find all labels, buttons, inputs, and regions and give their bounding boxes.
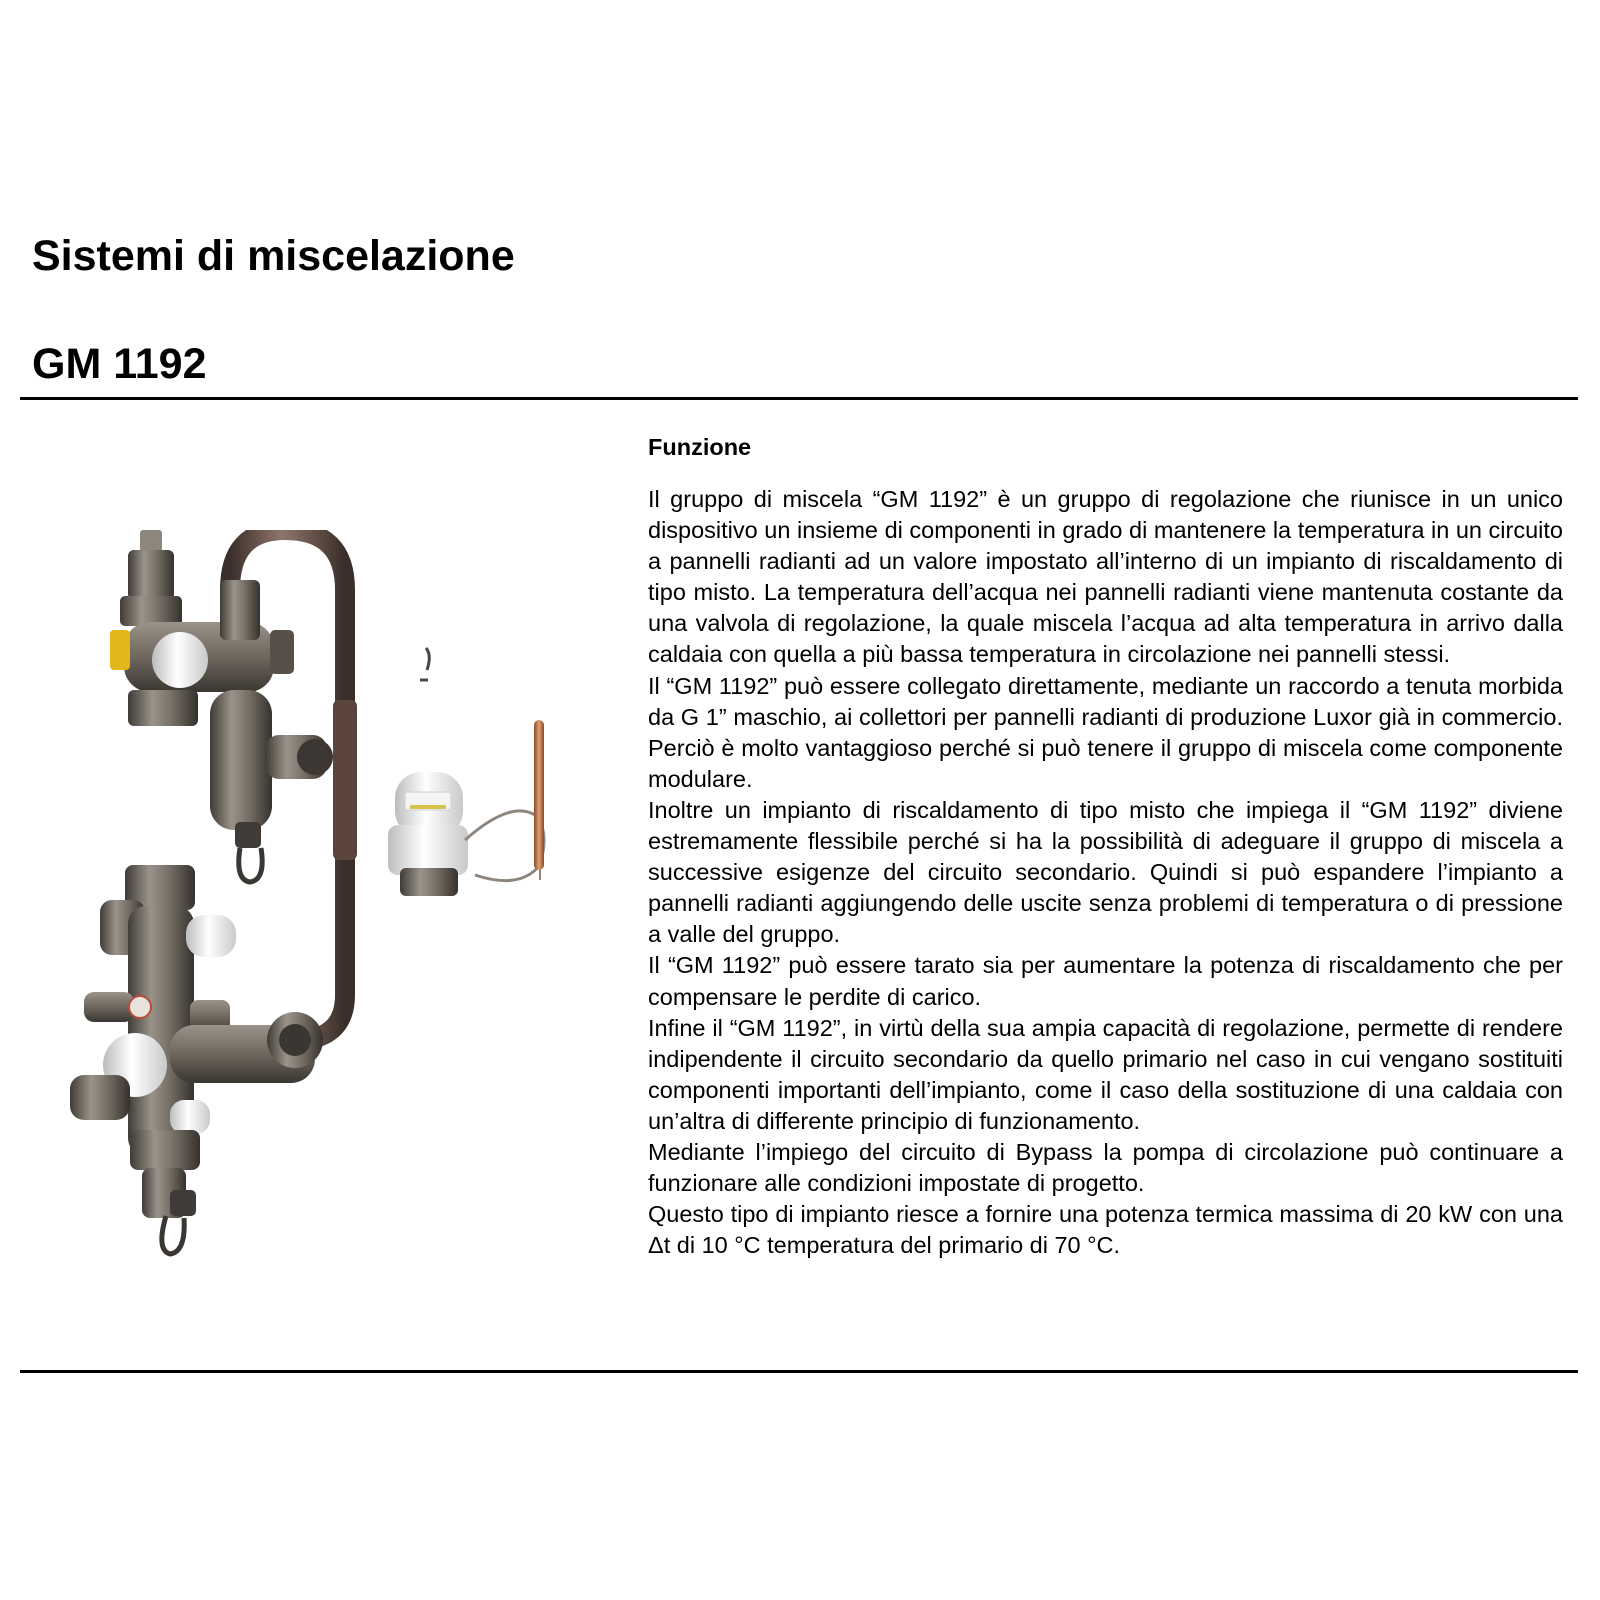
paragraph: Il “GM 1192” può essere collegato direttamente, mediante un raccordo a tenuta morbida da G 1” maschio, ai collettori per pannelli radianti di produzione Luxor già in commercio. Perciò è molto vantaggioso perché si può tenere il gruppo di miscela come componente modulare. xyxy=(648,672,1563,792)
temperature-dial-upper xyxy=(152,632,208,688)
thermostatic-head xyxy=(388,772,544,896)
paragraph: Il “GM 1192” può essere tarato sia per aumentare la potenza di riscaldamento che per compensare le perdite di carico. xyxy=(648,952,1563,1010)
bottom-divider xyxy=(20,1370,1578,1373)
paragraph: Questo tipo di impianto riesce a fornire una potenza termica massima di 20 kW con una Δt di 10 °C temperatura del primario di 70 °C. xyxy=(648,1201,1563,1259)
body-text xyxy=(648,484,1563,1261)
section-heading: Funzione xyxy=(648,434,752,460)
upper-valve-body xyxy=(110,530,333,882)
brass-ring-left xyxy=(110,630,130,670)
temperature-sensor-bulb xyxy=(534,720,544,870)
paragraph: Mediante l’impiego del circuito di Bypass la pompa di circolazione può continuare a funzionare alle condizioni impostate di progetto. xyxy=(648,1138,1563,1197)
top-divider xyxy=(20,397,1578,400)
paragraph: Infine il “GM 1192”, in virtù della sua ampia capacità di regolazione, permette di rendere indipendente il circuito secondario da quello primario nel caso in cui vengano sostituiti componenti importanti dell’impianto, come il caso della sostituzione di una caldaia con un’altra di differente principio di funzionamento. xyxy=(648,1014,1563,1134)
lower-valve-body xyxy=(70,865,323,1254)
page-title: Sistemi di miscelazione xyxy=(32,232,515,280)
gauge-icon xyxy=(129,996,151,1018)
cap-white-lower xyxy=(170,1100,210,1134)
product-code: GM 1192 xyxy=(32,340,207,388)
mixing-group-product-image xyxy=(70,530,590,1290)
spring-clip xyxy=(420,648,429,680)
paragraph: Il gruppo di miscela “GM 1192” è un gruppo di regolazione che riunisce in un unico dispositivo un insieme di componenti in grado di mantenere la temperatura in un circuito a pannelli radianti ad un valore impostato all’interno di un impianto di riscaldamento di tipo misto. La temperatura dell’acqua nei pannelli radianti viene mantenuta costante da una valvola di regolazione, la quale miscela l’acqua ad alta temperatura in arrivo dalla caldaia con quella a più bassa temperatura in circolazione nei pannelli stessi. xyxy=(648,486,1563,668)
cap-white-upper xyxy=(186,915,236,957)
paragraph: Inoltre un impianto di riscaldamento di tipo misto che impiega il “GM 1192” diviene estremamente flessibile perché si ha la possibilità di adeguare il gruppo di miscela a successive esigenze del circuito secondario. Quindi si può espandere l’impianto a pannelli radianti aggiungendo delle uscite senza problemi di temperatura o di pressione a valle del gruppo. xyxy=(648,796,1563,948)
